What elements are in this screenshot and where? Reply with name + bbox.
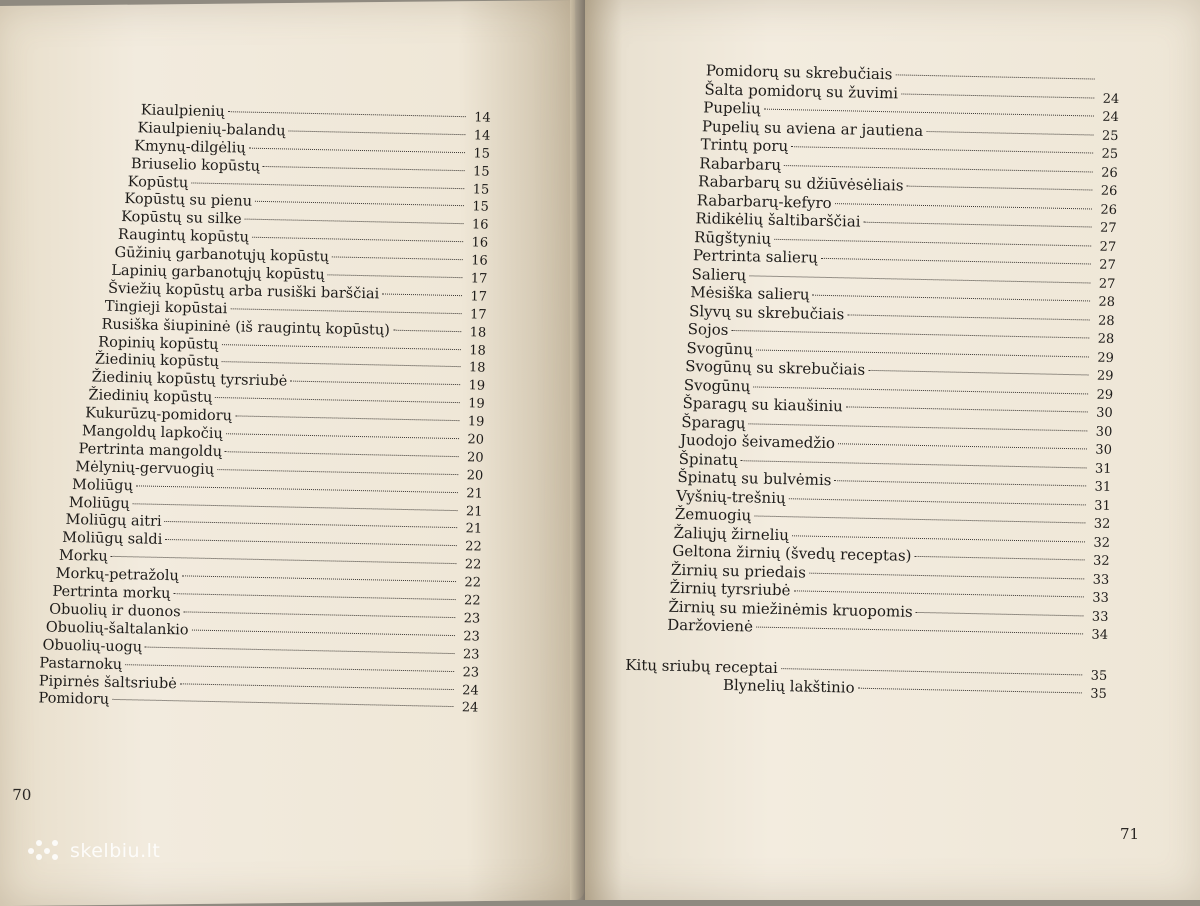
toc-entry-title: Moliūgų [69, 495, 130, 514]
toc-entry-page: 29 [1091, 386, 1113, 405]
toc-entry-title: Gūžinių garbanotųjų kopūstų [114, 245, 329, 267]
toc-entry-page: 28 [1092, 331, 1114, 350]
toc-entry-page: 22 [459, 574, 481, 592]
toc-entry-page: 31 [1089, 460, 1111, 479]
toc-entry-title: Kiaulpienių [141, 102, 225, 122]
leader-dots [774, 238, 1091, 246]
toc-entry-title: Sojos [688, 320, 729, 339]
toc-entry-page: 33 [1087, 589, 1109, 608]
toc-entry-title: Šparagų su kiaušiniu [682, 394, 843, 416]
toc-entry-title: Rusiška šiupininė (iš raugintų kopūstų) [101, 316, 390, 340]
leader-dots [901, 93, 1094, 98]
toc-entry-title: Salierų [691, 265, 746, 285]
toc-entry-title: Kukurūzų-pomidorų [85, 405, 232, 426]
toc-entry-page: 27 [1094, 238, 1116, 257]
leader-dots [191, 182, 464, 189]
toc-entry-title: Moliūgų [72, 477, 133, 496]
leader-dots [749, 275, 1090, 283]
leader-dots [809, 572, 1084, 579]
toc-section-page: 35 [1085, 685, 1107, 704]
leader-dots [792, 535, 1085, 542]
toc-entry-page: 34 [1086, 626, 1108, 645]
toc-entry-title: Trintų porų [700, 135, 788, 155]
toc-entry-page: 14 [469, 109, 491, 127]
leader-dots [868, 370, 1088, 376]
toc-entry-page: 14 [468, 127, 490, 145]
toc-entry-page: 22 [458, 592, 480, 610]
toc-entry-title: Kopūstų su pienu [124, 192, 252, 213]
toc-entry-page: 23 [457, 664, 479, 682]
leader-dots [230, 308, 461, 314]
leader-dots [192, 629, 455, 636]
toc-entry-page: 25 [1096, 127, 1118, 146]
toc-entry-title: Raugintų kopūstų [118, 227, 249, 248]
toc-entry-title: Šparagų [681, 412, 746, 432]
toc-entry-page: 18 [464, 324, 486, 342]
right-page-number: 71 [1120, 825, 1139, 843]
leader-dots [781, 668, 1082, 675]
toc-entry-title: Obuolių-šaltalankio [46, 619, 189, 640]
toc-entry-title: Žiedinių kopūstų [95, 352, 219, 372]
left-page [0, 0, 584, 906]
toc-entry-page: 29 [1092, 349, 1114, 368]
leader-dots [382, 293, 462, 296]
toc-entry-title: Pertrinta mangoldų [78, 441, 222, 462]
toc-entry-title: Pipirnės šaltsriubė [39, 673, 177, 694]
toc-entry-page: 23 [458, 628, 480, 646]
leader-dots [835, 203, 1092, 209]
leader-dots [754, 515, 1085, 523]
toc-entry-title: Obuolių-uogų [42, 637, 142, 657]
toc-entry-title: Mėsiška salierų [690, 283, 810, 304]
toc-entry-title: Rabarbarų-kefyro [697, 191, 832, 212]
toc-entry-page: 26 [1095, 201, 1117, 220]
leader-dots [756, 349, 1089, 357]
toc-entry-page: 19 [463, 395, 485, 413]
toc-entry-title: Rabarbarų su džiūvėsėliais [698, 172, 904, 195]
leader-dots [289, 130, 466, 135]
leader-dots [791, 146, 1093, 153]
leader-dots [821, 258, 1091, 265]
toc-entry-title: Pomidorų su skrebučiais [706, 61, 893, 83]
toc-entry-page: 15 [468, 145, 490, 163]
toc-entry-title: Mangoldų lapkočių [82, 423, 223, 444]
toc-entry-title: Obuolių ir duonos [49, 602, 181, 623]
toc-entry-page: 23 [457, 646, 479, 664]
watermark-text: skelbiu.lt [70, 840, 160, 862]
leader-dots [741, 460, 1087, 468]
leader-dots [731, 330, 1089, 338]
toc-entry-page: 24 [1097, 90, 1119, 109]
toc-entry-page: 27 [1093, 275, 1115, 294]
left-page-number: 70 [12, 786, 31, 804]
leader-dots [145, 646, 454, 653]
leader-dots [112, 699, 453, 707]
leader-dots [228, 111, 466, 117]
toc-section-page: 35 [1085, 667, 1107, 686]
leader-dots [165, 521, 458, 528]
leader-dots [847, 314, 1089, 320]
toc-entry-page: 28 [1093, 294, 1115, 313]
toc-entry-page: 15 [467, 163, 489, 181]
toc-entry-page: 15 [467, 199, 489, 217]
toc-entry-title: Špinatų [679, 449, 738, 469]
toc-entry-title: Žemuogių [675, 505, 752, 525]
toc-entry-title: Slyvų su skrebučiais [689, 302, 845, 324]
toc-entry-title: Morkų-petražolų [55, 566, 179, 586]
leader-dots [764, 109, 1094, 117]
toc-entry-title: Pupelių [703, 98, 761, 118]
toc-entry-page: 16 [466, 217, 488, 235]
toc-entry-page: 21 [461, 485, 483, 503]
toc-entry-page: 21 [460, 521, 482, 539]
toc-entry-page: 32 [1088, 534, 1110, 553]
leader-dots [180, 683, 454, 690]
leader-dots [111, 556, 457, 564]
toc-entry-title: Morkų [59, 548, 108, 567]
toc-entry-title: Kopūstų [128, 174, 189, 193]
toc-entry-page: 22 [459, 556, 481, 574]
leader-dots [249, 147, 465, 153]
toc-entry-title: Pertrinta salierų [693, 246, 818, 267]
toc-entry-title: Žirnių tyrsriubė [670, 579, 791, 600]
toc-entry-page: 19 [463, 378, 485, 396]
toc-entry-page: 30 [1090, 442, 1112, 461]
leader-dots [756, 627, 1083, 635]
leader-dots [235, 416, 459, 422]
toc-entry-page: 32 [1088, 515, 1110, 534]
toc-entry-title: Rabarbarų [699, 154, 781, 174]
leader-dots [838, 443, 1087, 449]
toc-entry-title: Žirnių su miežinėmis kruopomis [668, 597, 913, 621]
toc-entry-page: 20 [461, 449, 483, 467]
toc-entry-page: 31 [1089, 497, 1111, 516]
toc-entry-title: Rūgštynių [694, 228, 771, 248]
toc-entry-title: Svogūnų [684, 375, 751, 395]
dots-logo-icon [28, 840, 62, 862]
toc-entry-page: 16 [466, 234, 488, 252]
toc-entry-title: Briuselio kopūstų [131, 156, 260, 177]
leader-dots [328, 274, 463, 278]
toc-entry-title: Špinatų su bulvėmis [677, 468, 831, 490]
leader-dots [846, 406, 1088, 412]
leader-dots [290, 381, 460, 386]
leader-dots [926, 131, 1093, 136]
toc-entry-title: Šalta pomidorų su žuvimi [704, 80, 898, 103]
toc-entry-page: 20 [462, 431, 484, 449]
toc-entry-page: 26 [1096, 164, 1118, 183]
toc-entry-page: 32 [1087, 552, 1109, 571]
toc-entry-title: Moliūgų aitri [65, 512, 161, 532]
toc-entry-title: Žiedinių kopūstų [88, 388, 212, 408]
toc-entry-page: 24 [457, 682, 479, 700]
leader-dots [133, 503, 458, 511]
toc-entry-page: 26 [1095, 183, 1117, 202]
leader-dots [393, 329, 461, 331]
toc-entry-page: 24 [456, 700, 478, 718]
toc-entry-page: 20 [461, 467, 483, 485]
toc-entry-title: Pupelių su aviena ar jautiena [702, 117, 924, 140]
toc-entry-page: 18 [463, 360, 485, 378]
toc-entry-title: Mėlynių-gervuogių [75, 459, 214, 480]
toc-entry-page: 28 [1092, 312, 1114, 331]
left-toc-list [38, 100, 491, 717]
leader-dots [125, 664, 454, 672]
leader-dots [225, 451, 459, 457]
toc-entry-title: Pomidorų [38, 691, 109, 710]
toc-entry-title: Ridikėlių šaltibarščiai [695, 209, 860, 231]
toc-entry-title: Svogūnų [686, 339, 753, 359]
leader-dots [789, 498, 1086, 505]
toc-entry-title: Daržovienė [667, 616, 753, 636]
leader-dots [245, 219, 464, 225]
leader-dots [182, 575, 456, 582]
toc-entry-page: 19 [462, 413, 484, 431]
leader-dots [812, 295, 1090, 302]
leader-dots [173, 593, 455, 600]
toc-entry-title: Žirnių su priedais [671, 560, 806, 581]
toc-entry-page: 21 [460, 503, 482, 521]
leader-dots [136, 485, 458, 493]
toc-entry-page: 25 [1096, 146, 1118, 165]
toc-entry-title: Kopūstų su silke [121, 209, 242, 229]
toc-entry-title: Ropinių kopūstų [98, 334, 219, 354]
leader-dots [217, 469, 458, 475]
toc-entry-page: 27 [1094, 220, 1116, 239]
toc-section-title: Kitų sriubų receptai [625, 655, 778, 677]
leader-dots [215, 397, 459, 403]
leader-dots [834, 480, 1086, 486]
toc-entry-title: Geltona žirnių (švedų receptas) [672, 542, 912, 566]
toc-entry-page: 17 [464, 306, 486, 324]
toc-section-title: Blynelių lakštinio [723, 676, 855, 697]
toc-entry-title: Lapinių garbanotųjų kopūstų [111, 263, 325, 285]
toc-entry-page: 31 [1089, 479, 1111, 498]
toc-entry-page: 18 [464, 342, 486, 360]
leader-dots [165, 539, 456, 546]
toc-entry-page: 24 [1097, 109, 1119, 128]
site-watermark [28, 840, 160, 862]
leader-dots [916, 611, 1084, 616]
toc-entry-page: 23 [458, 610, 480, 628]
toc-entry-title: Žiedinių kopūstų tyrsriubė [92, 370, 288, 392]
leader-dots [864, 222, 1092, 228]
leader-dots [753, 386, 1088, 394]
leader-dots [226, 433, 459, 439]
toc-entry-page: 33 [1086, 608, 1108, 627]
toc-entry-title: Svogūnų su skrebučiais [685, 357, 865, 379]
toc-entry-title: Tingieji kopūstai [105, 298, 228, 318]
toc-entry-page: 22 [460, 539, 482, 557]
toc-entry-title: Kiaulpienių-balandų [137, 120, 285, 141]
leader-dots [222, 362, 461, 368]
toc-entry-title: Vyšnių-trešnių [676, 486, 786, 507]
toc-entry-page: 16 [466, 252, 488, 270]
leader-dots [784, 165, 1093, 172]
toc-entry-title: Juodojo šeivamedžio [680, 431, 835, 453]
leader-dots [748, 423, 1087, 431]
toc-entry-page: 17 [465, 270, 487, 288]
toc-entry-title: Žaliųjų žirnelių [673, 523, 789, 544]
toc-entry-title: Pastarnokų [39, 655, 122, 675]
toc-entry-page: 27 [1094, 257, 1116, 276]
toc-entry-title: Kmynų-dilgėlių [134, 138, 246, 158]
leader-dots [255, 201, 464, 206]
leader-dots [263, 166, 465, 171]
leader-dots [332, 257, 463, 261]
toc-entry-page: 33 [1087, 571, 1109, 590]
toc-entry-page: 30 [1090, 423, 1112, 442]
leader-dots [858, 688, 1082, 694]
leader-dots [793, 590, 1083, 597]
toc-entry-page: 17 [465, 288, 487, 306]
toc-entry-title: Pertrinta morkų [52, 584, 170, 604]
toc-entry-page: 29 [1091, 368, 1113, 387]
leader-dots [914, 556, 1084, 561]
toc-entry-page: 15 [467, 181, 489, 199]
toc-entry-title: Moliūgų saldi [62, 530, 162, 550]
right-toc-list [627, 60, 1120, 702]
toc-entry-title: Šviežių kopūstų arba rusiški barščiai [108, 281, 380, 305]
toc-entry-page: 30 [1090, 405, 1112, 424]
leader-dots [221, 344, 460, 350]
leader-dots [184, 611, 456, 618]
leader-dots [252, 237, 463, 242]
leader-dots [895, 74, 1094, 79]
leader-dots [907, 186, 1093, 191]
